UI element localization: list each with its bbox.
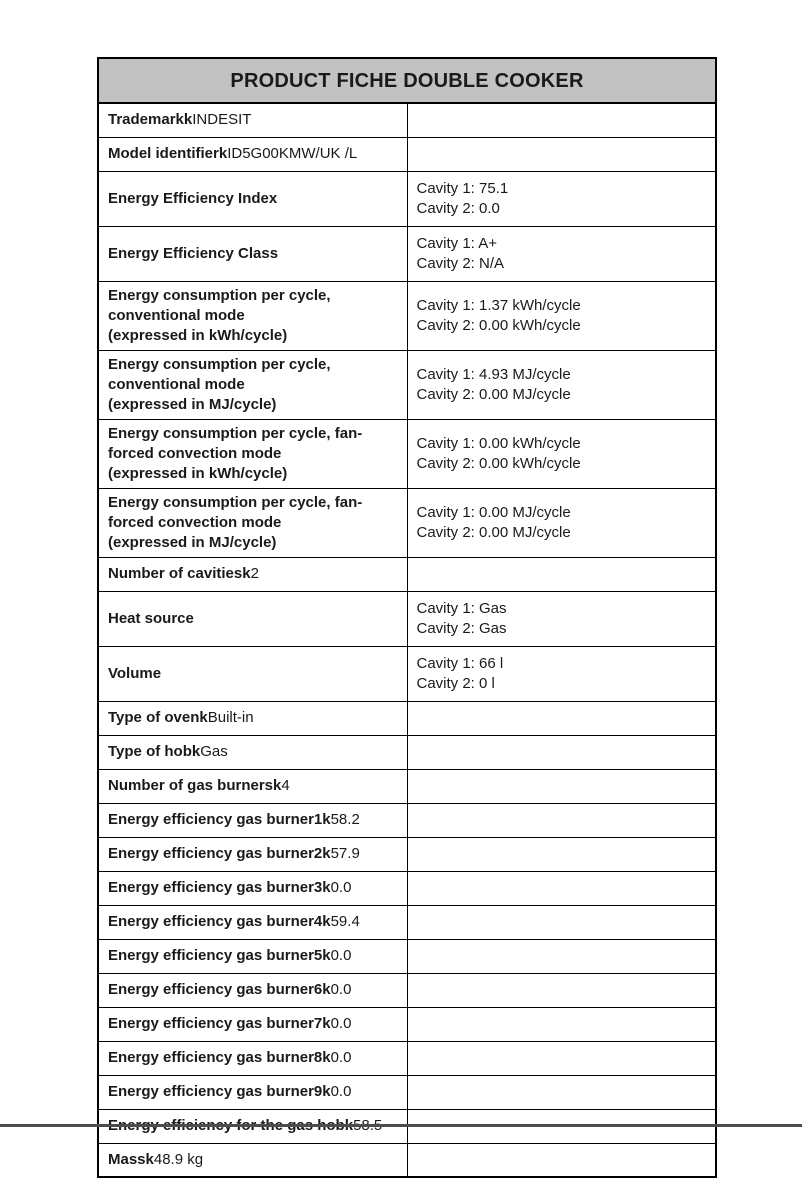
table-row: [98, 701, 716, 735]
row-label-cell: [98, 1075, 407, 1109]
row-inline-value: 0.0: [330, 1083, 352, 1100]
page-bottom-rule: [0, 1124, 802, 1127]
row-inline-value: ID5G00KMW/UK /L: [227, 145, 358, 162]
row-inline-value: 0.0: [330, 981, 352, 998]
row-label: Energy consumption per cycle, fan-forced convection mode (expressed in MJ/cycle): [108, 493, 363, 551]
table-row: [98, 591, 716, 646]
row-label-cell: [98, 735, 407, 769]
row-label: Type of hobk: [108, 743, 201, 760]
row-inline-value: 2: [250, 565, 259, 582]
row-label-cell: [98, 803, 407, 837]
table-body: [98, 103, 716, 1177]
row-inline-value: Gas: [200, 743, 228, 760]
row-label-cell: [98, 281, 407, 350]
table-row: [98, 1041, 716, 1075]
row-label: Type of ovenk: [108, 709, 208, 726]
row-value-cell: [407, 701, 716, 735]
row-label: Energy consumption per cycle, conventional mode (expressed in kWh/cycle): [108, 286, 331, 344]
row-value-cell: [407, 103, 716, 137]
row-label: Energy efficiency gas burner6k: [108, 981, 331, 998]
table-row: [98, 281, 716, 350]
table-row: [98, 1075, 716, 1109]
row-label: Energy consumption per cycle, conventional mode (expressed in MJ/cycle): [108, 355, 331, 413]
row-label: Volume: [108, 664, 162, 682]
row-label: Energy efficiency gas burner2k: [108, 845, 331, 862]
row-value-cell: [407, 769, 716, 803]
row-value-cell: [407, 939, 716, 973]
row-inline-value: 4: [281, 777, 290, 794]
table-row: [98, 103, 716, 137]
row-value-cell: Cavity 1: 4.93 MJ/cycle Cavity 2: 0.00 MJ/cycle: [407, 350, 716, 419]
row-label-cell: [98, 137, 407, 171]
row-inline-value: 0.0: [330, 947, 352, 964]
row-value-cell: [407, 1143, 716, 1177]
table-header-row: [98, 58, 716, 103]
row-inline-value: 57.9: [330, 845, 360, 862]
row-label: Energy efficiency gas burner8k: [108, 1049, 331, 1066]
row-value-cell: [407, 837, 716, 871]
row-inline-value: Built-in: [207, 709, 254, 726]
table-row: [98, 803, 716, 837]
row-label-cell: [98, 905, 407, 939]
row-label: Massk: [108, 1150, 154, 1168]
row-label-cell: [98, 171, 407, 226]
row-inline-value: INDESIT: [192, 111, 252, 129]
row-label: Energy Efficiency Index: [108, 189, 278, 207]
row-label: Number of gas burnersk: [108, 777, 282, 794]
row-label: Heat source: [108, 609, 194, 627]
row-value-cell: [407, 1041, 716, 1075]
row-label-cell: [98, 769, 407, 803]
row-value-cell: Cavity 1: 75.1 Cavity 2: 0.0: [407, 171, 716, 226]
row-label-cell: [98, 973, 407, 1007]
row-label-cell: [98, 701, 407, 735]
table-header: [98, 58, 716, 103]
row-inline-value: 59.4: [330, 913, 360, 930]
row-label-cell: [98, 226, 407, 281]
table-row: [98, 1007, 716, 1041]
table-row: [98, 419, 716, 488]
row-value-cell: Cavity 1: 0.00 kWh/cycle Cavity 2: 0.00 kWh/cycle: [407, 419, 716, 488]
row-label: Energy efficiency gas burner5k: [108, 947, 331, 964]
row-inline-value: 48.9 kg: [153, 1150, 204, 1168]
row-label-cell: [98, 1007, 407, 1041]
row-value-cell: [407, 1007, 716, 1041]
row-inline-value: 0.0: [330, 1015, 352, 1032]
row-value-cell: [407, 735, 716, 769]
row-value-cell: [407, 905, 716, 939]
row-label: Energy efficiency gas burner4k: [108, 913, 331, 930]
row-label-cell: [98, 488, 407, 557]
row-label-cell: [98, 419, 407, 488]
row-label-cell: [98, 646, 407, 701]
row-label-cell: [98, 591, 407, 646]
row-label: Energy Efficiency Class: [108, 244, 279, 262]
row-label: Number of cavitiesk: [108, 565, 251, 582]
table-row: [98, 137, 716, 171]
table-row: [98, 837, 716, 871]
row-value-cell: [407, 137, 716, 171]
row-label-cell: [98, 1143, 407, 1177]
table-row: [98, 905, 716, 939]
row-inline-value: 58.2: [330, 811, 360, 828]
row-value-cell: Cavity 1: 1.37 kWh/cycle Cavity 2: 0.00 kWh/cycle: [407, 281, 716, 350]
row-label-cell: [98, 837, 407, 871]
row-label: Energy efficiency gas burner1k: [108, 811, 331, 828]
table-row: [98, 735, 716, 769]
row-value-cell: [407, 557, 716, 591]
product-fiche-table: [97, 57, 717, 1178]
row-label: Energy efficiency gas burner7k: [108, 1015, 331, 1032]
row-label: Energy efficiency gas burner9k: [108, 1083, 331, 1100]
table-row: [98, 226, 716, 281]
row-label-cell: [98, 103, 407, 137]
table-row: [98, 557, 716, 591]
table-title: PRODUCT FICHE DOUBLE COOKER: [98, 58, 716, 103]
row-inline-value: 0.0: [330, 879, 352, 896]
table-row: [98, 488, 716, 557]
row-inline-value: 0.0: [330, 1049, 352, 1066]
row-value-cell: [407, 973, 716, 1007]
row-value-cell: [407, 803, 716, 837]
row-label: Trademarkk: [108, 111, 193, 129]
row-value-cell: Cavity 1: 0.00 MJ/cycle Cavity 2: 0.00 MJ/cycle: [407, 488, 716, 557]
row-label-cell: [98, 350, 407, 419]
table-row: [98, 939, 716, 973]
table-row: [98, 646, 716, 701]
row-label-cell: [98, 1041, 407, 1075]
row-label: Model identifierk: [108, 145, 228, 162]
table-row: [98, 769, 716, 803]
row-label-cell: [98, 557, 407, 591]
row-value-cell: Cavity 1: Gas Cavity 2: Gas: [407, 591, 716, 646]
row-value-cell: Cavity 1: 66 l Cavity 2: 0 l: [407, 646, 716, 701]
row-value-cell: [407, 1075, 716, 1109]
row-value-cell: [407, 871, 716, 905]
table-row: [98, 1143, 716, 1177]
row-label: Energy efficiency gas burner3k: [108, 879, 331, 896]
row-label: Energy consumption per cycle, fan-forced convection mode (expressed in kWh/cycle): [108, 424, 363, 482]
table-row: [98, 171, 716, 226]
table-row: [98, 973, 716, 1007]
table-row: [98, 871, 716, 905]
table-row: [98, 350, 716, 419]
row-value-cell: Cavity 1: A+ Cavity 2: N/A: [407, 226, 716, 281]
row-label-cell: [98, 939, 407, 973]
row-label-cell: [98, 871, 407, 905]
